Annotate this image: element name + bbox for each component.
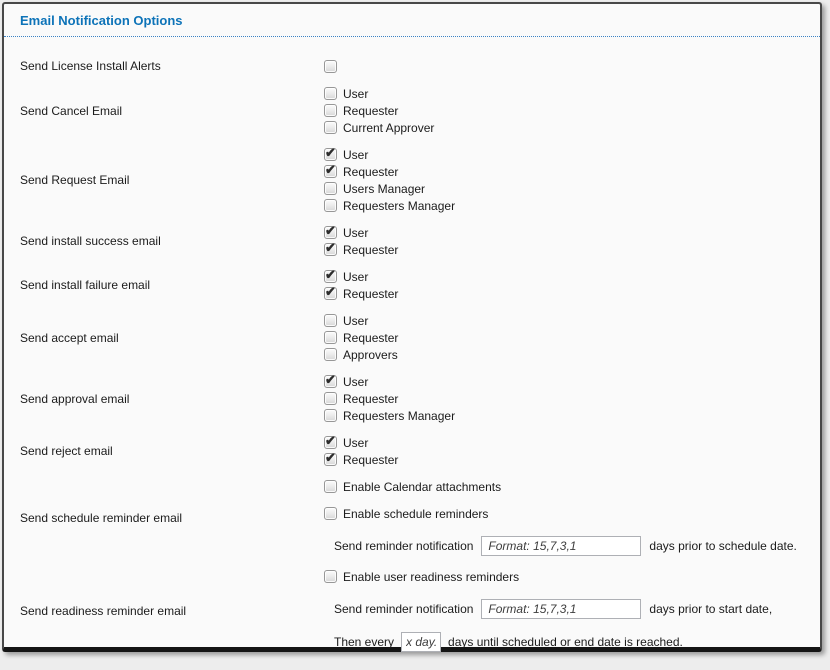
checkbox-option[interactable] <box>324 148 820 161</box>
checkbox-option[interactable] <box>324 436 820 449</box>
checkbox-label: Requesters Manager <box>343 408 456 423</box>
checkbox-option[interactable] <box>324 375 820 388</box>
row-send-license-install-alerts <box>4 59 820 73</box>
checkbox-option[interactable] <box>324 453 820 466</box>
checkbox-label: Requester <box>343 164 399 179</box>
row-send-reject-email <box>4 436 820 466</box>
row-send-readiness-reminder-email <box>4 570 820 652</box>
accept-approvers-checkbox[interactable] <box>324 348 337 361</box>
panel-body <box>4 37 820 652</box>
reminder-suffix-text: days prior to schedule date. <box>649 539 797 553</box>
interval-suffix-text: days until scheduled or end date is reached. <box>448 635 683 649</box>
checkbox-label: Requester <box>343 103 399 118</box>
checkbox-label: User <box>343 86 369 101</box>
reject-user-checkbox[interactable] <box>324 436 337 449</box>
checkbox-label: Requester <box>343 330 399 345</box>
checkbox-option[interactable] <box>324 270 820 283</box>
checkbox-option[interactable] <box>324 104 820 117</box>
enable-calendar-attachments-checkbox[interactable] <box>324 480 337 493</box>
accept-user-checkbox[interactable] <box>324 314 337 327</box>
checkbox-label: Current Approver <box>343 120 435 135</box>
checkbox-option[interactable] <box>324 287 820 300</box>
row-label: Send License Install Alerts <box>20 59 161 73</box>
checkbox-option[interactable] <box>324 331 820 344</box>
checkbox-label: User <box>343 269 369 284</box>
row-send-approval-email <box>4 375 820 422</box>
readiness-reminder-notification-line <box>334 599 820 619</box>
request-user-checkbox[interactable] <box>324 148 337 161</box>
checkbox-option[interactable] <box>324 348 820 361</box>
row-label: Send install failure email <box>20 278 151 292</box>
cancel-requester-checkbox[interactable] <box>324 104 337 117</box>
checkbox-option[interactable] <box>324 409 820 422</box>
row-send-schedule-reminder-email <box>4 480 820 556</box>
schedule-reminder-notification-line <box>334 536 820 556</box>
reject-requester-checkbox[interactable] <box>324 453 337 466</box>
checkbox-option[interactable] <box>324 199 820 212</box>
row-send-install-failure-email <box>4 270 820 300</box>
request-requester-checkbox[interactable] <box>324 165 337 178</box>
checkbox-label: Enable schedule reminders <box>343 506 489 521</box>
checkbox-label: Requester <box>343 452 399 467</box>
checkbox-label: Requesters Manager <box>343 198 456 213</box>
checkbox-option[interactable] <box>324 165 820 178</box>
enable-user-readiness-reminders-checkbox[interactable] <box>324 570 337 583</box>
install-failure-requester-checkbox[interactable] <box>324 287 337 300</box>
readiness-interval-days-input[interactable] <box>401 632 441 652</box>
reminder-prefix-text: Send reminder notification <box>334 539 474 553</box>
checkbox-option[interactable] <box>324 392 820 405</box>
approval-requesters-manager-checkbox[interactable] <box>324 409 337 422</box>
checkbox-option[interactable] <box>324 480 820 493</box>
request-requesters-manager-checkbox[interactable] <box>324 199 337 212</box>
reminder-suffix-text: days prior to start date, <box>649 602 773 616</box>
row-label: Send schedule reminder email <box>20 511 183 525</box>
checkbox-option[interactable] <box>324 182 820 195</box>
checkbox-label: Requester <box>343 391 399 406</box>
checkbox-option[interactable] <box>324 314 820 327</box>
install-success-user-checkbox[interactable] <box>324 226 337 239</box>
row-label: Send approval email <box>20 391 130 406</box>
checkbox-label: User <box>343 435 369 450</box>
request-users-manager-checkbox[interactable] <box>324 182 337 195</box>
checkbox-label: User <box>343 313 369 328</box>
checkbox-option[interactable] <box>324 87 820 100</box>
checkbox-option[interactable] <box>324 121 820 134</box>
accept-requester-checkbox[interactable] <box>324 331 337 344</box>
install-failure-user-checkbox[interactable] <box>324 270 337 283</box>
readiness-reminder-interval-line <box>334 632 820 652</box>
checkbox-label: Approvers <box>343 347 398 362</box>
checkbox-label: Requester <box>343 242 399 257</box>
row-send-install-success-email <box>4 226 820 256</box>
checkbox-label: User <box>343 147 369 162</box>
row-send-accept-email <box>4 314 820 361</box>
email-notification-options-panel <box>2 2 822 652</box>
approval-user-checkbox[interactable] <box>324 375 337 388</box>
row-send-request-email <box>4 148 820 212</box>
readiness-reminder-days-input[interactable] <box>481 599 641 619</box>
install-success-requester-checkbox[interactable] <box>324 243 337 256</box>
row-label: Send reject email <box>20 444 113 458</box>
checkbox-label: Users Manager <box>343 181 426 196</box>
row-label: Send install success email <box>20 234 161 248</box>
license-install-alerts-checkbox[interactable] <box>324 60 337 73</box>
checkbox-label: User <box>343 225 369 240</box>
checkbox-label: Enable Calendar attachments <box>343 479 502 494</box>
checkbox-option[interactable] <box>324 60 820 73</box>
checkbox-option[interactable] <box>324 507 820 520</box>
checkbox-label: Requester <box>343 286 399 301</box>
reminder-prefix-text: Send reminder notification <box>334 602 474 616</box>
checkbox-option[interactable] <box>324 570 820 583</box>
row-label: Send accept email <box>20 330 119 345</box>
enable-schedule-reminders-checkbox[interactable] <box>324 507 337 520</box>
schedule-reminder-days-input[interactable] <box>481 536 641 556</box>
row-label: Send readiness reminder email <box>20 604 187 618</box>
cancel-user-checkbox[interactable] <box>324 87 337 100</box>
row-label: Send Request Email <box>20 173 130 187</box>
cancel-current-approver-checkbox[interactable] <box>324 121 337 134</box>
row-send-cancel-email <box>4 87 820 134</box>
row-label: Send Cancel Email <box>20 103 123 118</box>
checkbox-label: Enable user readiness reminders <box>343 569 520 584</box>
approval-requester-checkbox[interactable] <box>324 392 337 405</box>
panel-header <box>4 4 820 37</box>
checkbox-option[interactable] <box>324 243 820 256</box>
panel-title: Email Notification Options <box>20 13 183 28</box>
checkbox-label: User <box>343 374 369 389</box>
interval-prefix-text: Then every <box>334 635 395 649</box>
checkbox-option[interactable] <box>324 226 820 239</box>
